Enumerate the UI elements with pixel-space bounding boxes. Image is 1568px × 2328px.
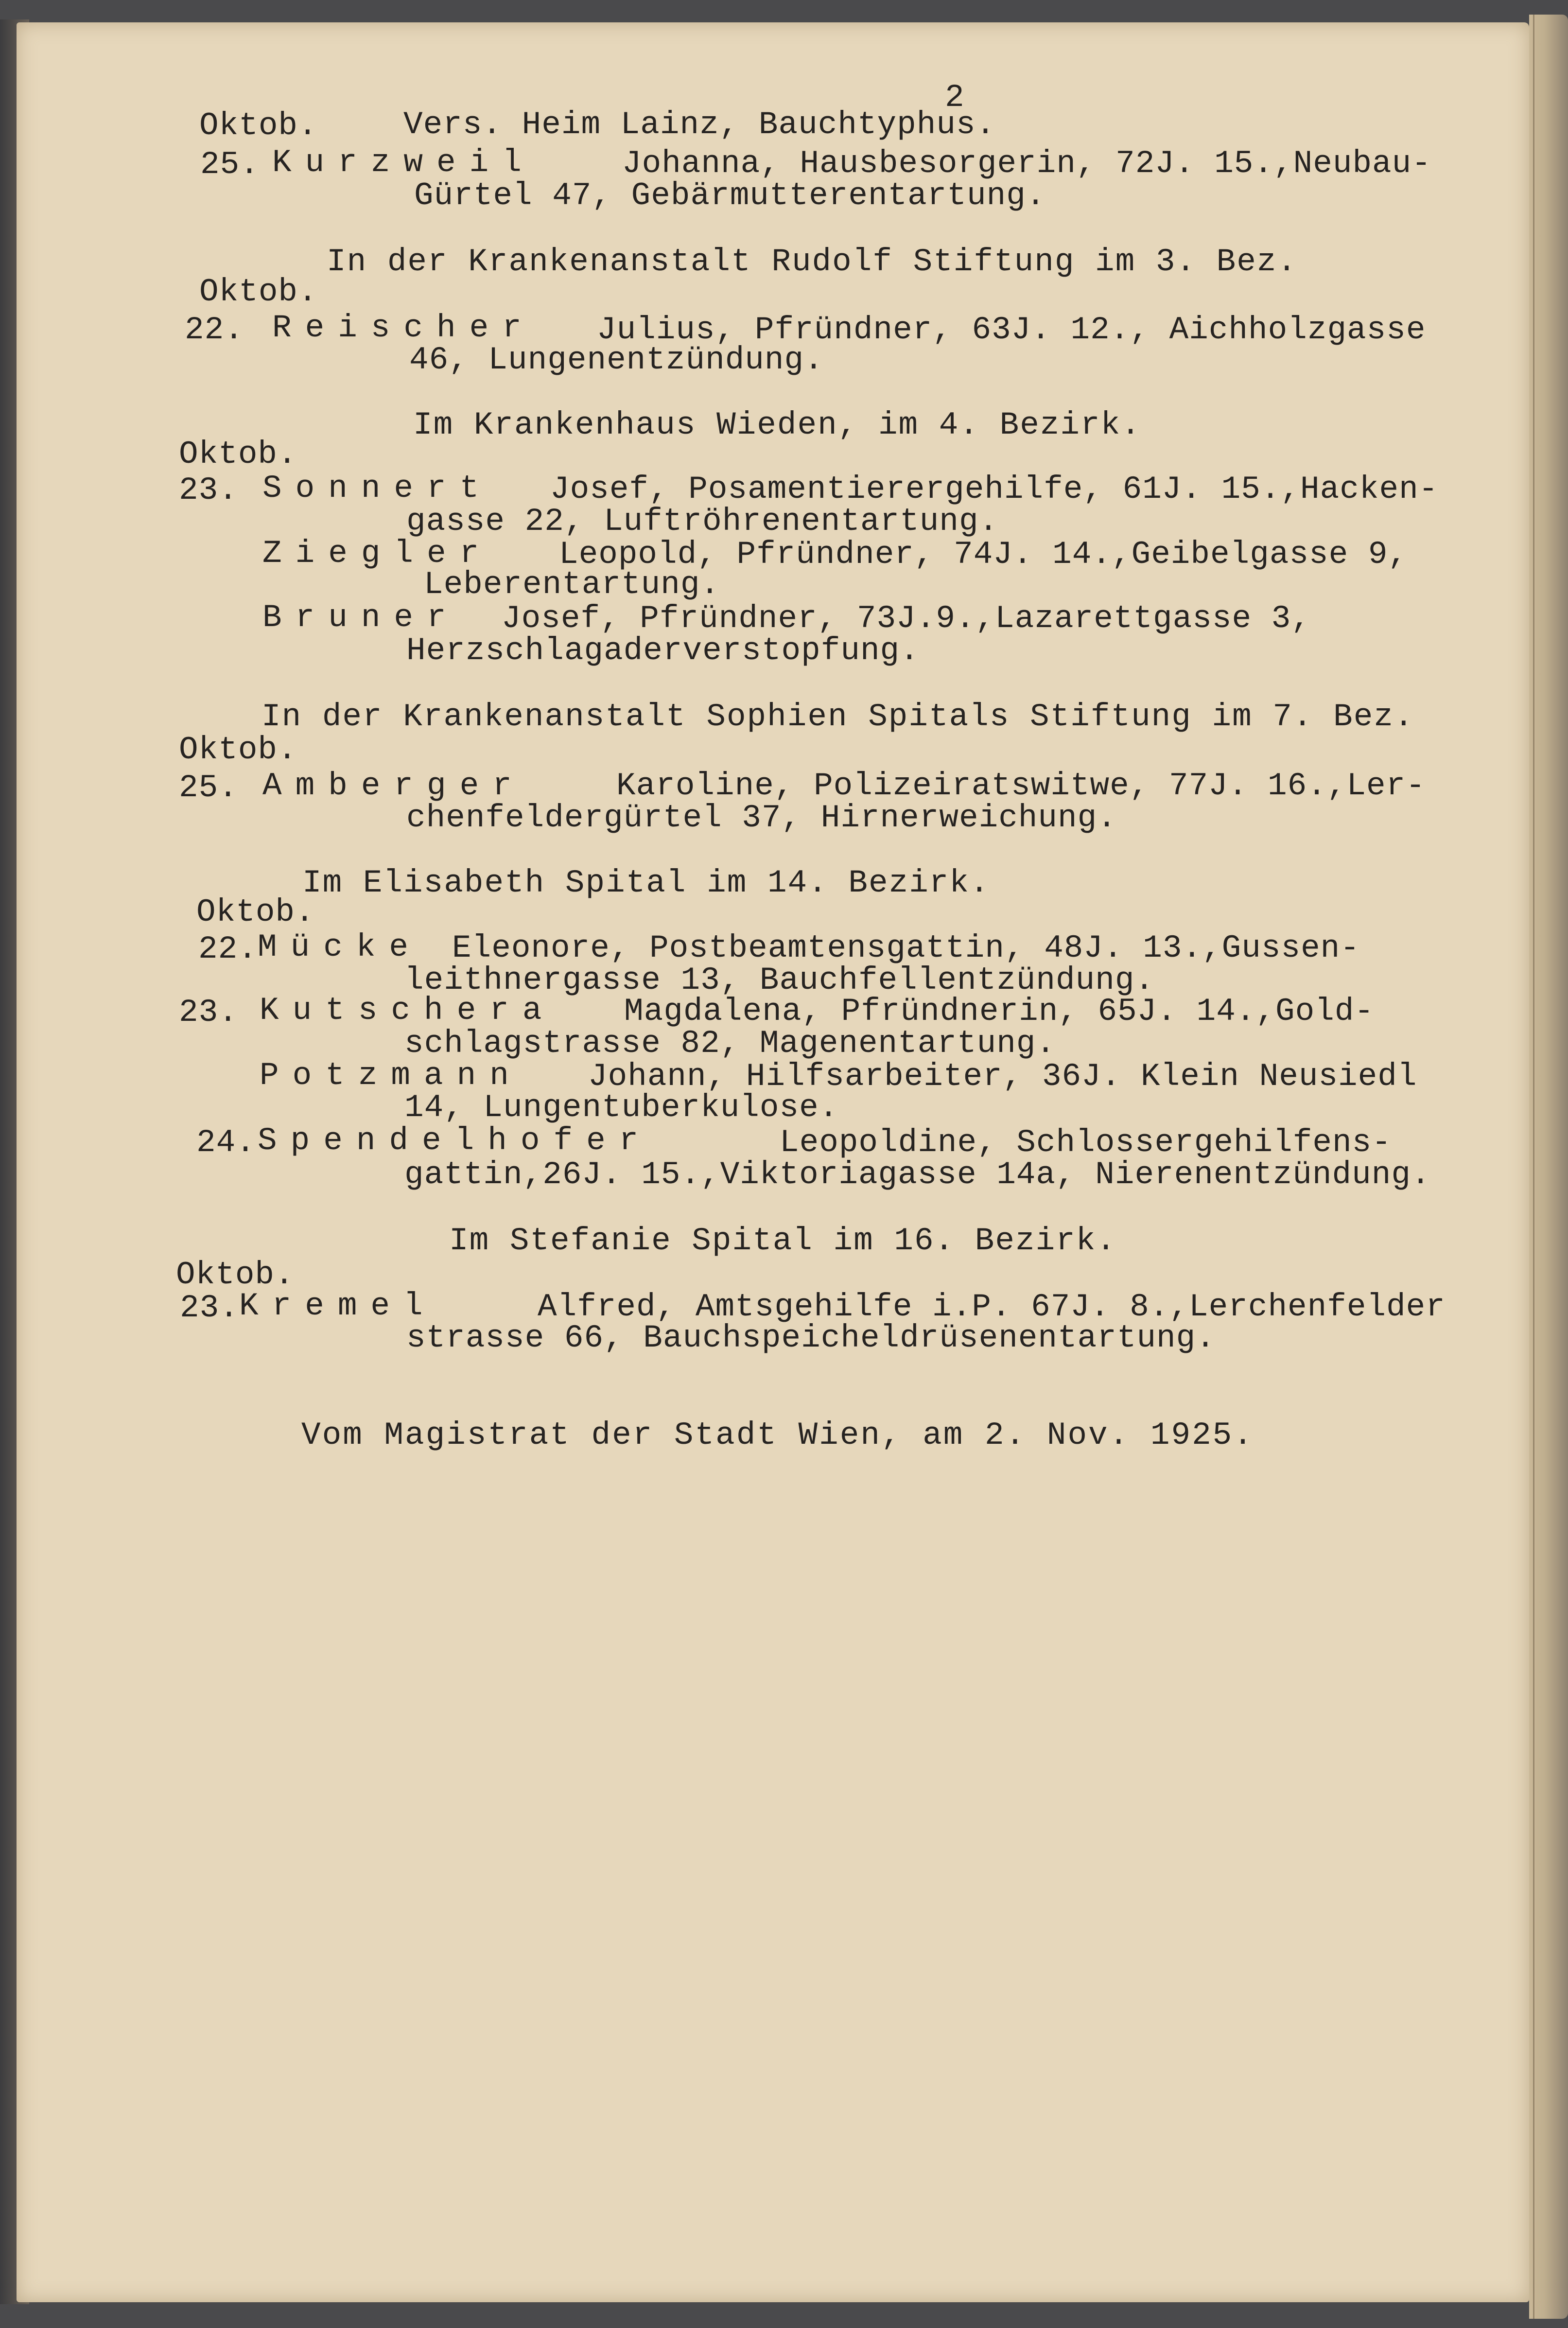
entry-line1: Julius, Pfründner, 63J. 12., Aichholzgasse bbox=[597, 312, 1426, 348]
section-month: Oktob. bbox=[179, 436, 297, 473]
entry-line2: Leberentartung. bbox=[424, 566, 720, 603]
entry-line2: strasse 66, Bauchspeicheldrüsenentartung. bbox=[406, 1320, 1216, 1356]
entry-line1: Josef, Posamentierergehilfe, 61J. 15.,Hacken- bbox=[550, 471, 1439, 508]
entry-surname: Kremel bbox=[239, 1288, 436, 1324]
entry-line1: Leopoldine, Schlossergehilfens- bbox=[780, 1124, 1392, 1161]
section-month: Oktob. bbox=[199, 274, 318, 310]
entry-line1: Eleonore, Postbeamtensgattin, 48J. 13.,Gussen- bbox=[452, 930, 1360, 966]
section-month: Oktob. bbox=[179, 732, 297, 768]
header-month: Oktob. bbox=[199, 107, 318, 144]
entry-line1: Johann, Hilfsarbeiter, 36J. Klein Neusiedl bbox=[588, 1058, 1417, 1095]
entry-day: 23. bbox=[179, 472, 238, 508]
entry-line1: Alfred, Amtsgehilfe i.P. 67J. 8.,Lerchenfelder bbox=[538, 1289, 1446, 1325]
entry-line2: 14, Lungentuberkulose. bbox=[404, 1089, 839, 1126]
entry-surname: Potzmann bbox=[260, 1057, 523, 1094]
entry-surname: Spendelhofer bbox=[258, 1122, 652, 1159]
entry-line2: chenfeldergürtel 37, Hirnerweichung. bbox=[406, 800, 1117, 836]
entry-line2: leithnergasse 13, Bauchfellentzündung. bbox=[404, 962, 1155, 998]
entry-line2: schlagstrasse 82, Magenentartung. bbox=[404, 1025, 1056, 1062]
section-heading: In der Krankenanstalt Sophien Spitals Stiftung im 7. Bez. bbox=[261, 699, 1414, 735]
entry-line1: Leopold, Pfründner, 74J. 14.,Geibelgasse 9, bbox=[559, 536, 1408, 573]
entry-surname: Reischer bbox=[272, 310, 535, 346]
entry-line2: gattin,26J. 15.,Viktoriagasse 14a, Nierenentzündung. bbox=[404, 1156, 1431, 1193]
entry-day: 23. bbox=[179, 994, 238, 1031]
section-heading: Im Krankenhaus Wieden, im 4. Bezirk. bbox=[413, 407, 1141, 443]
entry-surname: Kutschera bbox=[260, 992, 556, 1029]
section-heading: Im Stefanie Spital im 16. Bezirk. bbox=[449, 1223, 1117, 1259]
entry-day: 22. bbox=[198, 931, 258, 967]
section-month: Oktob. bbox=[196, 894, 315, 930]
entry-day: 25. bbox=[200, 146, 260, 183]
section-month: Oktob. bbox=[176, 1257, 295, 1293]
header-note: Vers. Heim Lainz, Bauchtyphus. bbox=[403, 106, 996, 143]
section-heading: In der Krankenanstalt Rudolf Stiftung im 3. Bez. bbox=[327, 244, 1298, 280]
entry-surname: Kurzweil bbox=[272, 144, 535, 181]
entry-day: 25. bbox=[179, 770, 238, 806]
page-number: 2 bbox=[945, 79, 965, 116]
entry-line2: Gürtel 47, Gebärmutterentartung. bbox=[414, 177, 1046, 214]
entry-surname: Amberger bbox=[262, 768, 525, 804]
signature-line: Vom Magistrat der Stadt Wien, am 2. Nov. 1925. bbox=[301, 1417, 1254, 1453]
entry-line1: Josef, Pfründner, 73J.9.,Lazarettgasse 3, bbox=[502, 600, 1311, 637]
entry-surname: Ziegler bbox=[262, 535, 493, 572]
entry-surname: Bruner bbox=[262, 599, 460, 636]
entry-line1: Karoline, Polizeiratswitwe, 77J. 16.,Ler- bbox=[616, 768, 1426, 804]
entry-line2: gasse 22, Luftröhrenentartung. bbox=[406, 503, 999, 540]
entry-surname: Mücke bbox=[258, 929, 422, 965]
entry-line1: Johanna, Hausbesorgerin, 72J. 15.,Neubau- bbox=[622, 145, 1431, 182]
entry-day: 24. bbox=[196, 1124, 256, 1161]
entry-line2: 46, Lungenentzündung. bbox=[409, 342, 824, 378]
entry-day: 22. bbox=[185, 312, 244, 348]
entry-day: 23. bbox=[180, 1290, 239, 1326]
entry-surname: Sonnert bbox=[262, 470, 493, 507]
section-heading: Im Elisabeth Spital im 14. Bezirk. bbox=[302, 865, 990, 901]
entry-line1: Magdalena, Pfründnerin, 65J. 14.,Gold- bbox=[624, 993, 1375, 1030]
entry-line2: Herzschlagaderverstopfung. bbox=[406, 632, 920, 669]
